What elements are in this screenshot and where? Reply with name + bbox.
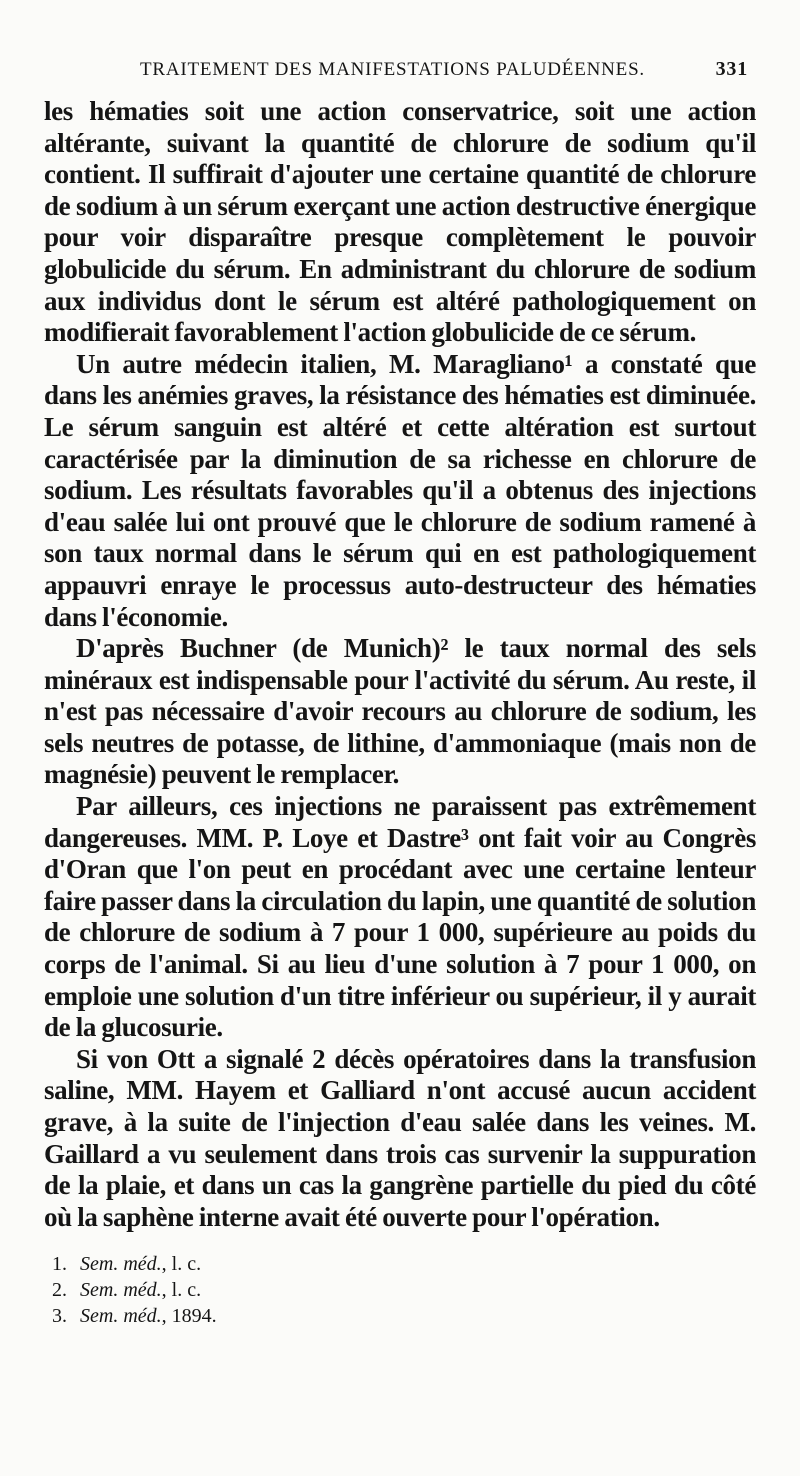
footnote-number: 2.	[52, 1279, 67, 1302]
footnote-source: Sem. méd.	[80, 1253, 162, 1276]
footnotes	[44, 1251, 756, 1329]
paragraph-1: les hématies soit une action conservatrice, soit une action altérante, suivant la quantité de chlorure de sodium qu'il contient. Il suffirait d'ajouter une certaine quantité de chlorure de sodium à un sérum exerçant une action destructive énergique pour voir disparaître presque complètement le pouvoir globulicide du sérum. En administrant du chlorure de sodium aux individus dont le sérum est altéré pathologiquement on modifierait favorablement l'action globulicide de ce sérum.	[44, 96, 756, 348]
footnote-1	[52, 1251, 756, 1277]
paragraph-4: Par ailleurs, ces injections ne paraissent pas extrêmement dangereuses. MM. P. Loye et Dastre³ ont fait voir au Congrès d'Oran que l'on peut en procédant avec une certaine lenteur faire passer dans la circulation du lapin, une quantité de solution de chlorure de sodium à 7 pour 1 000, supérieure au poids du corps de l'animal. Si au lieu d'une solution à 7 pour 1 000, on emploie une solution d'un titre inférieur ou supérieur, il y aurait de la glucosurie.	[44, 791, 756, 1043]
body-text	[44, 96, 756, 1233]
footnote-source: Sem. méd.	[80, 1305, 162, 1328]
footnote-3	[52, 1303, 756, 1329]
paragraph-2: Un autre médecin italien, M. Maragliano¹ a constaté que dans les anémies graves, la résistance des hématies est diminuée. Le sérum sanguin est altéré et cette altération est surtout caractérisée par la diminution de sa richesse en chlorure de sodium. Les résultats favorables qu'il a obtenus des injections d'eau salée lui ont prouvé que le chlorure de sodium ramené à son taux normal dans le sérum qui en est pathologiquement appauvri enraye le processus auto-destructeur des hématies dans l'économie.	[44, 348, 756, 632]
footnote-number: 3.	[52, 1305, 67, 1328]
running-title: TRAITEMENT DES MANIFESTATIONS PALUDÉENNES.	[140, 59, 645, 80]
paragraph-5: Si von Ott a signalé 2 décès opératoires dans la transfusion saline, MM. Hayem et Galliard n'ont accusé aucun accident grave, à la suite de l'injection d'eau salée dans les veines. M. Gaillard a vu seulement dans trois cas survenir la suppuration de la plaie, et dans un cas la gangrène partielle du pied du côté où la saphène interne avait été ouverte pour l'opération.	[44, 1043, 756, 1232]
running-header	[44, 58, 756, 88]
footnote-source: Sem. méd.	[80, 1279, 162, 1302]
footnote-reference: , l. c.	[161, 1253, 202, 1276]
footnote-reference: , l. c.	[161, 1279, 202, 1302]
footnote-number: 1.	[52, 1253, 67, 1276]
page-number: 331	[715, 58, 748, 80]
footnote-2	[52, 1277, 756, 1303]
paragraph-3: D'après Buchner (de Munich)² le taux normal des sels minéraux est indispensable pour l'activité du sérum. Au reste, il n'est pas nécessaire d'avoir recours au chlorure de sodium, les sels neutres de potasse, de lithine, d'ammoniaque (mais non de magnésie) peuvent le remplacer.	[44, 633, 756, 790]
footnote-reference: , 1894.	[161, 1305, 217, 1328]
